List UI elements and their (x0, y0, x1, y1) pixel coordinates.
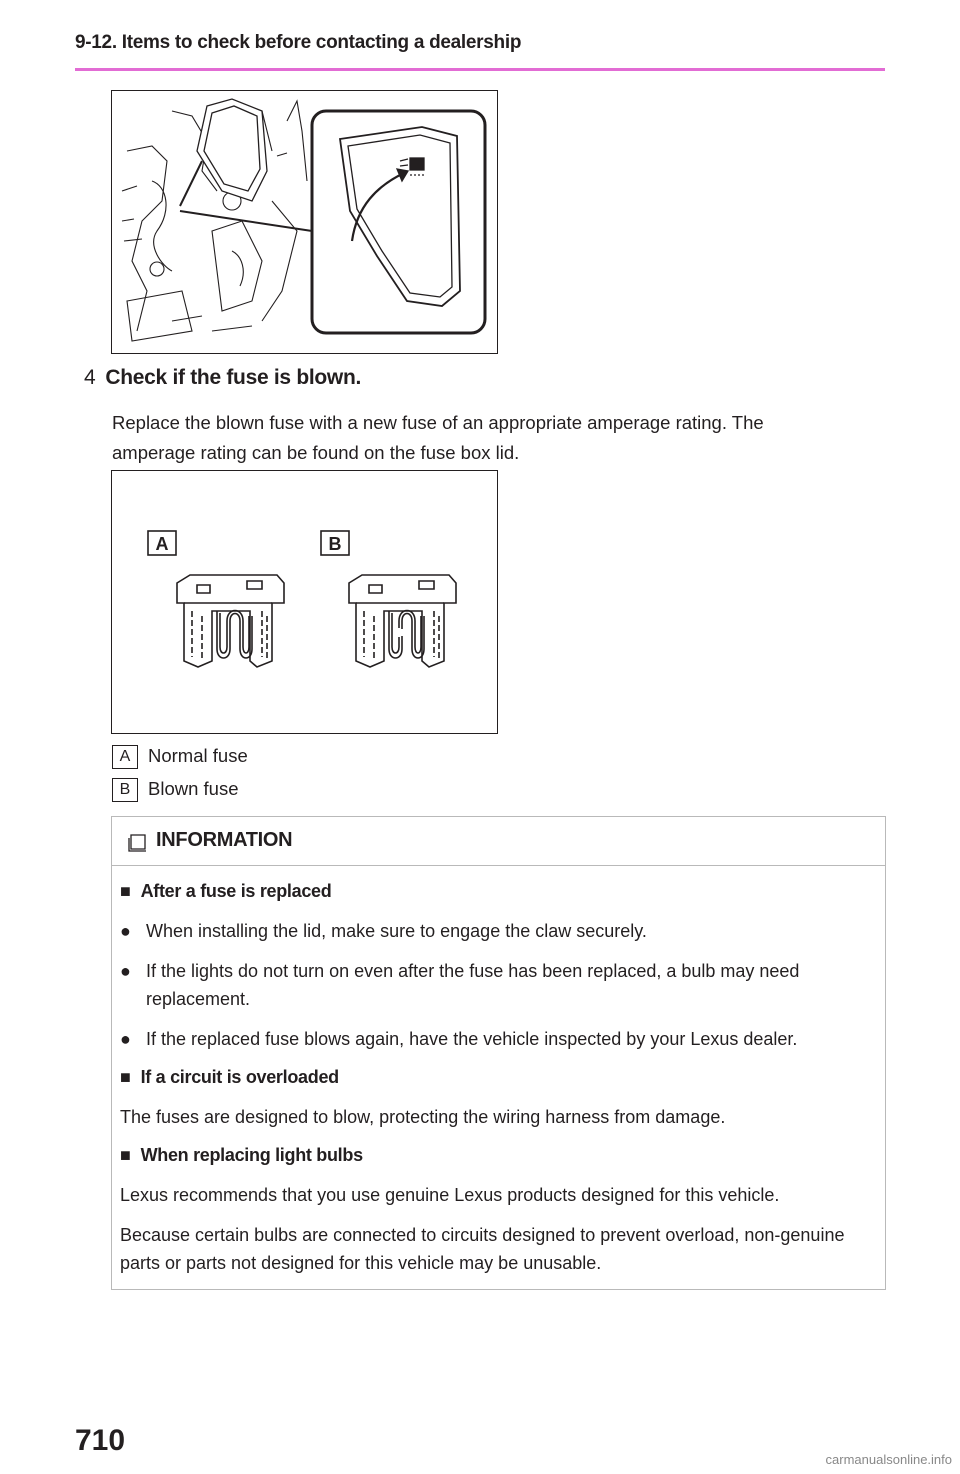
list-item: ● If the replaced fuse blows again, have the vehicle inspected by your Lexus dealer. (120, 1025, 875, 1053)
bullet-icon: ● (120, 921, 131, 941)
book-icon (128, 834, 148, 852)
legend-key-b: B (112, 778, 138, 802)
section-heading: ■ When replacing light bulbs (120, 1145, 363, 1165)
section-text: Lexus recommends that you use genuine Lexus products designed for this vehicle. (120, 1185, 780, 1205)
page-number: 710 (75, 1424, 126, 1457)
legend-item-b (112, 778, 239, 802)
step-instruction: Replace the blown fuse with a new fuse of an appropriate amperage rating. The amperage rating can be found on the fuse box lid. (112, 412, 764, 463)
normal-fuse-icon (177, 575, 284, 667)
legend-item-a (112, 745, 248, 769)
section-title: 9-12. Items to check before contacting a dealership (75, 32, 522, 53)
blown-fuse-icon (349, 575, 456, 667)
bullet-icon: ● (120, 1029, 131, 1049)
legend-key-a: A (112, 745, 138, 769)
watermark: carmanualsonline.info (825, 1452, 952, 1467)
legend-text-a: Normal fuse (148, 745, 248, 766)
section-heading: ■ After a fuse is replaced (120, 881, 332, 901)
legend-text-b: Blown fuse (148, 778, 239, 799)
label-b-text: B (328, 534, 342, 554)
information-title: INFORMATION (156, 829, 293, 851)
label-a-text: A (155, 534, 169, 554)
list-item: ● If the lights do not turn on even after the fuse has been replaced, a bulb may need replacement. (120, 957, 875, 1013)
step-heading (84, 366, 361, 390)
step-title: Check if the fuse is blown. (105, 366, 362, 389)
fuse-box-lid-illustration (111, 90, 498, 354)
section-heading: ■ If a circuit is overloaded (120, 1067, 339, 1087)
information-box (111, 816, 886, 1290)
step-number: 4 (84, 366, 96, 389)
information-body (120, 875, 875, 1289)
section-text: The fuses are designed to blow, protecting the wiring harness from damage. (120, 1107, 726, 1127)
bullet-icon: ● (120, 961, 131, 981)
section-text: Because certain bulbs are connected to circuits designed to prevent overload, non-genuine parts or parts not designed for this vehicle may be unusable. (120, 1225, 845, 1273)
fuse-comparison-illustration (111, 470, 498, 734)
list-item: ● When installing the lid, make sure to engage the claw securely. (120, 917, 875, 945)
page-header (75, 30, 885, 71)
information-header (112, 817, 885, 866)
